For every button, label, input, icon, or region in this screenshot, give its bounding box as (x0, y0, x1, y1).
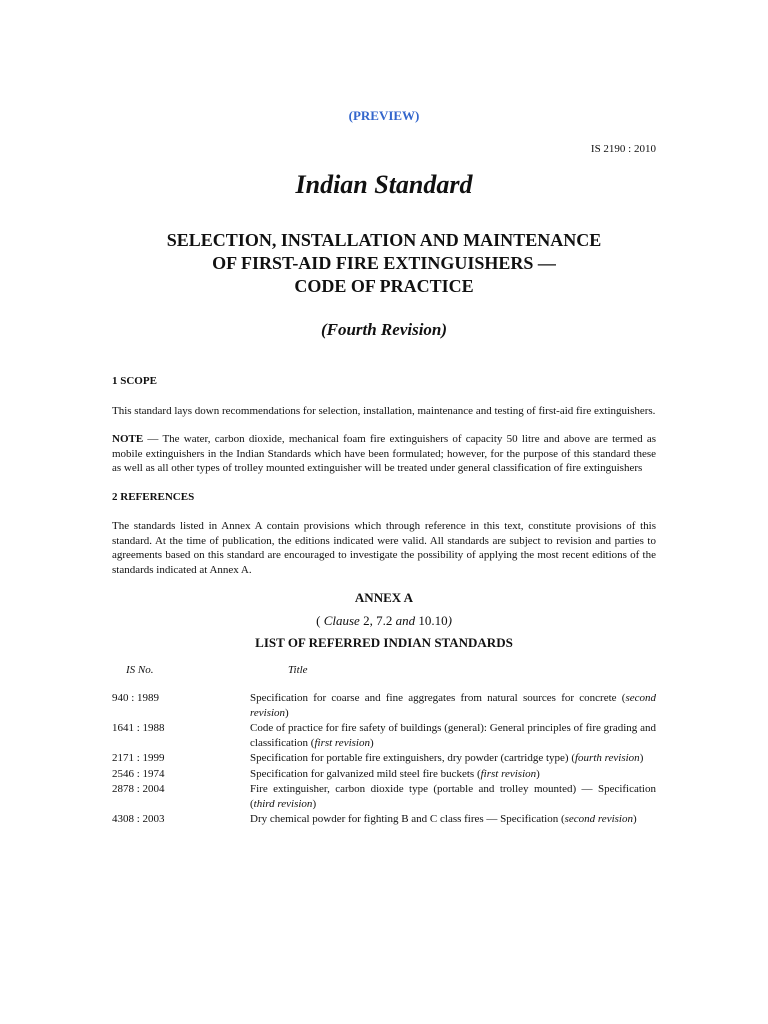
is-number: 2878 : 2004 (112, 783, 165, 795)
is-number: 1641 : 1988 (112, 722, 165, 734)
note-label: NOTE (112, 433, 144, 445)
title-text: Specification for coarse and fine aggregates from natural sources for concrete ( (250, 692, 626, 704)
table-row (112, 691, 656, 720)
clause-ref-2: 10.10 (415, 612, 448, 628)
preview-label: (PREVIEW) (348, 108, 420, 123)
table-row (112, 812, 656, 827)
is-number: 940 : 1989 (112, 692, 160, 704)
table-header (112, 663, 656, 678)
column-header-is-no: IS No. (126, 663, 154, 676)
revision-text: first revision (480, 767, 537, 780)
title-tail: ) (369, 736, 374, 749)
clause-open: ( (316, 612, 324, 628)
revision-text: fourth revision (575, 752, 640, 764)
scope-note (112, 432, 656, 476)
table-row (112, 767, 656, 782)
clause-word: Clause (323, 612, 360, 628)
table-row (112, 721, 656, 750)
title-tail: ) (632, 813, 637, 825)
annex-heading: ANNEX A (354, 590, 414, 605)
standard-title (250, 751, 656, 766)
note-text: — The water, carbon dioxide, mechanical foam fire extinguishers of capacity 50 litre and above are termed as mobile extinguishers in the Indian Standards which have been formulated; however, for the purpose of this standard these as well as all other types of trolley mounted extinguisher will be treated under general classification of fire extinguishers (112, 433, 656, 474)
clause-and: and (395, 612, 416, 628)
document-heading: Indian Standard (295, 170, 473, 199)
document-title (0, 229, 768, 298)
revision-text: second revision (564, 813, 633, 825)
clause-close: ) (447, 612, 452, 628)
is-number: 4308 : 2003 (112, 813, 165, 825)
title-tail: ) (312, 797, 317, 810)
title-tail: ) (536, 767, 540, 780)
standard-title (250, 812, 656, 827)
annex-clause-ref (112, 614, 656, 629)
is-number: 2171 : 1999 (112, 752, 165, 764)
column-header-title: Title (288, 663, 308, 676)
title-tail: ) (639, 752, 644, 764)
revision-label: (Fourth Revision) (320, 320, 448, 339)
annex-list-title: LIST OF REFERRED INDIAN STANDARDS (255, 635, 513, 650)
title-line-1: SELECTION, INSTALLATION AND MAINTENANCE (166, 230, 602, 250)
referred-standards-table (112, 663, 656, 827)
revision-text: second revision (250, 692, 656, 719)
standard-title (250, 721, 656, 750)
standard-title (250, 767, 656, 782)
standard-number: IS 2190 : 2010 (590, 143, 656, 155)
document-body (112, 374, 656, 828)
revision-text: first revision (314, 736, 370, 749)
clause-ref-1: 2, 7.2 (359, 612, 396, 628)
title-text: Specification for galvanized mild steel fire buckets ( (250, 767, 481, 780)
table-row (112, 782, 656, 811)
title-tail: ) (285, 706, 289, 719)
section-scope-heading: 1 SCOPE (112, 375, 157, 387)
title-text: Dry chemical powder for fighting B and C class fires — Specification ( (250, 813, 565, 825)
revision-text: third revision (253, 797, 313, 810)
table-row (112, 751, 656, 766)
title-text: Fire extinguisher, carbon dioxide type (portable and trolley mounted) — Specification ( (250, 783, 656, 810)
title-line-3: CODE OF PRACTICE (294, 276, 474, 296)
title-text: Specification for portable fire extinguishers, dry powder (cartridge type) ( (250, 752, 575, 764)
standard-title (250, 691, 656, 720)
is-number: 2546 : 1974 (112, 767, 165, 780)
section-references-paragraph: The standards listed in Annex A contain provisions which through reference in this text, constitute provisions of this standard. At the time of publication, the editions indicated were valid. All standards are subject to revision and parties to agreements based on this standard are encouraged to investigate the possibility of applying the most recent editions of the standards indicated at Annex A. (112, 520, 656, 576)
section-scope-paragraph: This standard lays down recommendations for selection, installation, maintenance and testing of first-aid fire extinguishers. (112, 404, 656, 417)
section-references-heading: 2 REFERENCES (112, 490, 195, 503)
title-text: Code of practice for fire safety of buildings (general): General principles of fire grading and classification ( (250, 722, 656, 749)
standard-title (250, 782, 656, 811)
title-line-2: OF FIRST-AID FIRE EXTINGUISHERS — (212, 253, 556, 273)
